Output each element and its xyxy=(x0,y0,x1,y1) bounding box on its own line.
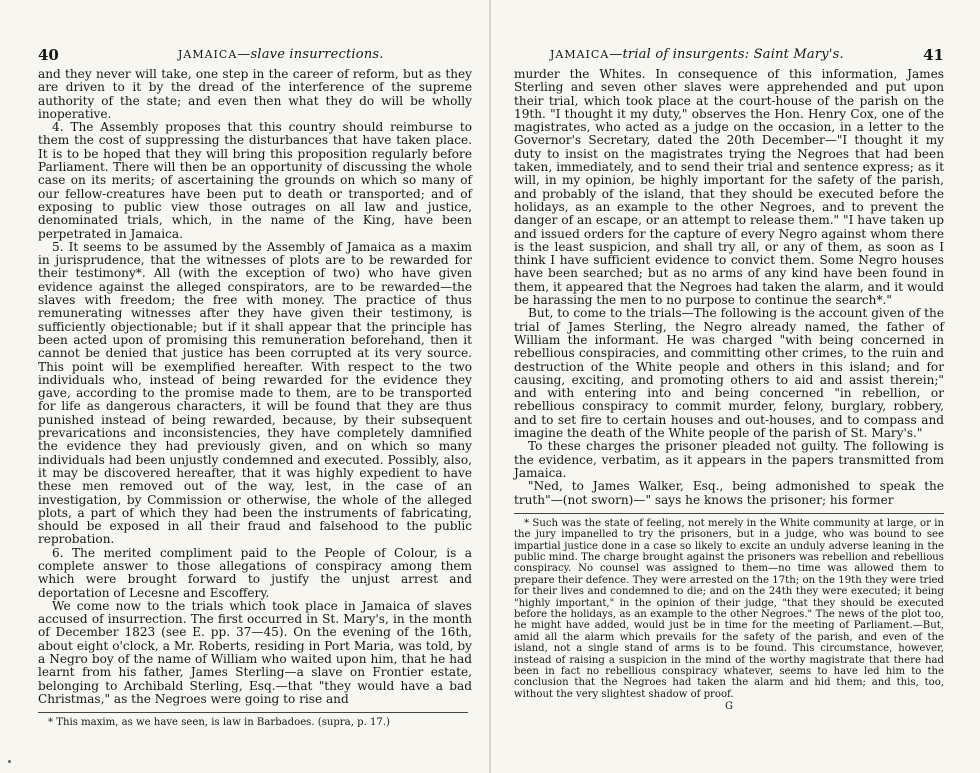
right-footnote-text: * Such was the state of feeling, not merely in the White community at large, or in the jury impanelled to try the prisoners, but in a judge, who was bound to see impartial justice done in a case so likely to excite an unduly adverse leaning in the public mind. The charge brought against the prisoners was rebellion and rebellious conspiracy. No counsel was assigned to them—no time was allowed them to prepare their defence. They were arrested on the 17th; on the 19th they were tried for their lives and condemned to die; and on the 24th they were executed; it being "highly important," in the opinion of their judge, "that they should be executed before the holidays, as an example to the other Negroes." The news of the plot too, he might have added, would just be in time for the meeting of Parliament.—But, amid all the alarm which prevails for the safety of the parish, and even of the island, not a single stand of arms is to be found. This circumstance, however, instead of raising a suspicion in the mind of the worthy magistrate that there had been in fact no rebellious conspiracy whatever, seems to have led him to the conclusion that the Negroes had taken the alarm and hid them; and this, too, without the very slightest shadow of proof. xyxy=(514,517,944,700)
right-body-text xyxy=(514,68,944,507)
right-running-title xyxy=(550,47,844,62)
left-running-title xyxy=(178,47,384,62)
right-page-number: 41 xyxy=(923,46,944,64)
left-running-head xyxy=(38,46,472,68)
left-paragraph-1: and they never will take, one step in the career of reform, but as they are driven to it by the dread of the interference of the supreme authority of the state; and even then what they do will be wholly inoperative. xyxy=(38,67,472,121)
right-page xyxy=(490,0,980,773)
left-page-number: 40 xyxy=(38,46,59,64)
left-footnote xyxy=(38,717,472,728)
signature-mark: G xyxy=(725,701,733,713)
right-running-place: JAMAICA xyxy=(550,48,610,61)
right-footnote xyxy=(514,518,944,701)
left-paragraph-3: 5. It seems to be assumed by the Assembly of Jamaica as a maxim in jurisprudence, that the witnesses of plots are to be rewarded for their testimony*. All (with the exception of two) who have given evidence against the alleged conspirators, are to be rewarded—the slaves with freedom; the free with money. The practice of thus remunerating witnesses after they have given their testimony, is sufficiently objectionable; but if it shall appear that the principle has been acted upon of promising this remuneration beforehand, then it cannot be denied that justice has been corrupted at its very source. This point will be exemplified hereafter. With respect to the two individuals who, instead of being rewarded for the evidence they gave, according to the promise made to them, are to be transported for life as dangerous characters, it will be found that they are thus punished instead of being rewarded, because, by their subsequent prevarications and inconsistencies, they have completely damnified the evidence they had previously given, and on which so many individuals had been unjustly condemned and executed. Possibly, also, it may be discovered hereafter, that it was highly expedient to have these men removed out of the way, lest, in the case of an investigation, by Commission or otherwise, the whole of the alleged plots, a part of which they had been the instruments of fabricating, should be exposed in all their fraud and falsehood to the public reprobation. xyxy=(38,239,472,547)
right-paragraph-4: "Ned, to James Walker, Esq., being admonished to speak the truth"—(not sworn)—" says he knows the prisoner; his former xyxy=(514,479,944,507)
left-paragraph-5: We come now to the trials which took place in Jamaica of slaves accused of insurrection. The first occurred in St. Mary's, in the month of December 1823 (see E. pp. 37—45). On the evening of the 16th, about eight o'clock, a Mr. Roberts, residing in Port Maria, was told, by a Negro boy of the name of William who waited upon him, that he had learnt from his father, James Sterling—a slave on Frontier estate, belonging to Archibald Sterling, Esq.—that "they would have a bad Christmas," as the Negroes were going to rise and xyxy=(38,598,472,706)
right-paragraph-1: murder the Whites. In consequence of this information, James Sterling and seven other slaves were apprehended and put upon their trial, which took place at the court-house of the parish on the 19th. "I thought it my duty," observes the Hon. Henry Cox, one of the magistrates, who acted as a judge on the occasion, in a letter to the Governor's Secretary, dated the 20th December—"I thought it my duty to insist on the magistrates trying the Negroes that had been taken, immediately, and to send their trial and sentence express; as it will, in my opinion, be highly important for the safety of the parish, and probably of the island, that they should be executed before the holidays, as an example to the other Negroes, and to prevent the danger of an escape, or an attempt to release them." "I have taken up and issued orders for the capture of every Negro against whom there is the least suspicion, and shall try all, or any of them, as soon as I think I have sufficient evidence to convict them. Some Negro houses have been searched; but as no arms of any kind have been found in them, it appeared that the Negroes had taken the alarm, and it would be harassing the men to no purpose to continue the search*." xyxy=(514,67,944,308)
margin-dot xyxy=(8,760,11,763)
left-paragraph-2: 4. The Assembly proposes that this country should reimburse to them the cost of suppressing the disturbances that have taken place. It is to be hoped that they will bring this proposition regularly before Parliament. There will then be an opportunity of discussing the whole case on its merits; of ascertaining the grounds on which so many of our fellow-creatures have been put to death or transported; and of exposing to public view those outrages on all law and justice, denominated trials, which, in the name of the King, have been perpetrated in Jamaica. xyxy=(38,120,472,241)
right-footnote-rule xyxy=(514,513,944,514)
left-running-place: JAMAICA xyxy=(178,48,238,61)
right-paragraph-3: To these charges the prisoner pleaded not guilty. The following is the evidence, verbatim, as it appears in the papers transmitted from Jamaica. xyxy=(514,439,944,480)
left-footnote-rule xyxy=(38,712,468,713)
right-running-topic: —trial of insurgents: Saint Mary's. xyxy=(609,47,844,62)
left-footnote-text: * This maxim, as we have seen, is law in Barbadoes. (supra, p. 17.) xyxy=(48,717,390,729)
left-body-text xyxy=(38,68,472,706)
left-running-topic: —slave insurrections. xyxy=(237,47,384,62)
left-paragraph-4: 6. The merited compliment paid to the People of Colour, is a complete answer to those allegations of conspiracy among them which were brought forward to justify the unjust arrest and deportation of Lecesne and Escoffery. xyxy=(38,545,472,600)
right-running-head xyxy=(514,46,944,68)
right-paragraph-2: But, to come to the trials—The following is the account given of the trial of James Sterling, the Negro already named, the father of William the informant. He was charged "with being concerned in rebellious conspiracies, and committing other crimes, to the ruin and destruction of the White people and others in this island; and for causing, exciting, and promoting others to aid and assist therein;" and with entering into and being concerned "in rebellion, or rebellious conspiracy to commit murder, felony, burglary, robbery, and to set fire to certain houses and out-houses, and to compass and imagine the death of the White people of the parish of St. Mary's." xyxy=(514,306,944,441)
